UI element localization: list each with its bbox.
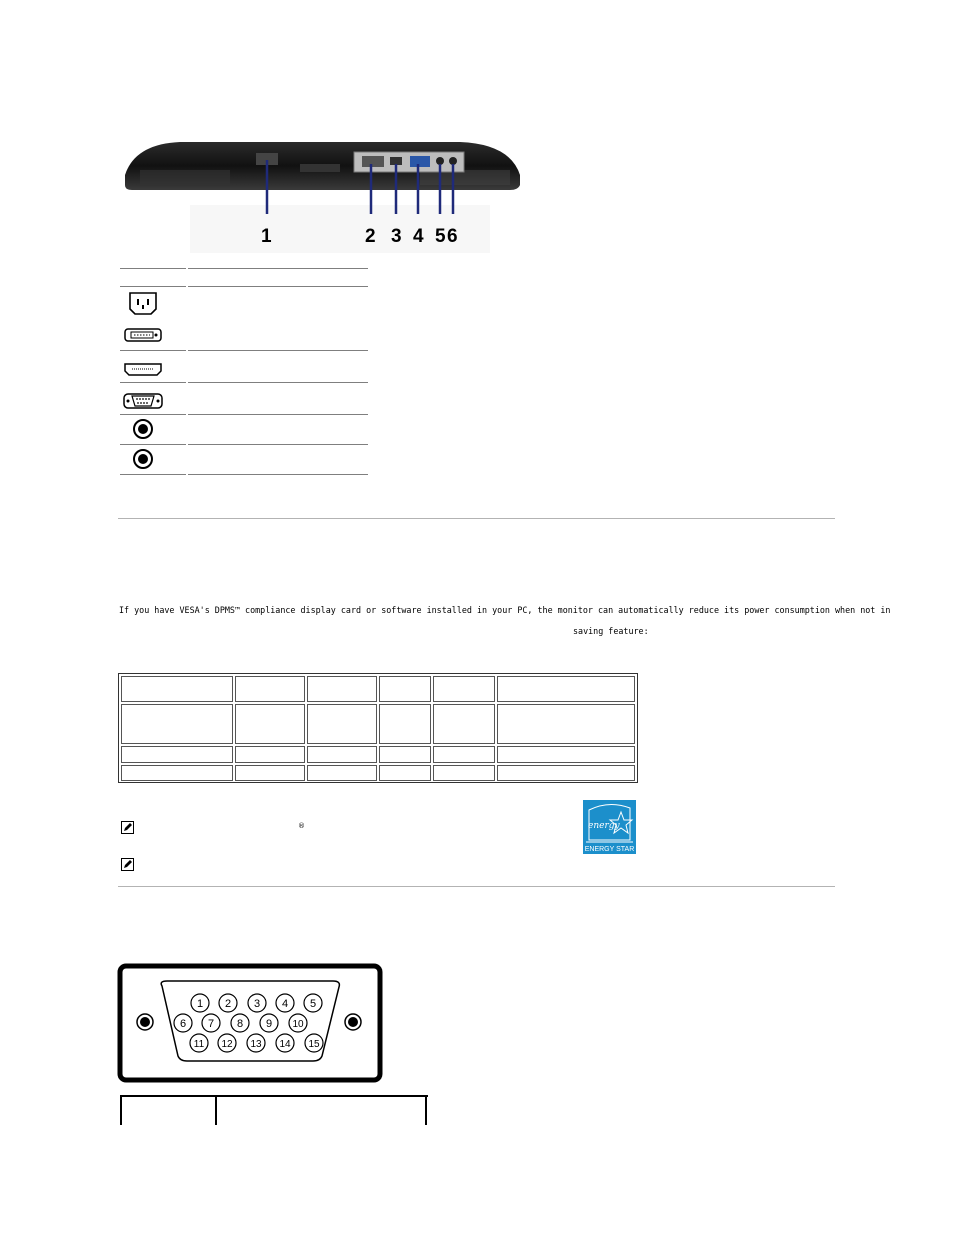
note-pencil-icon: [121, 821, 134, 834]
table-rule: [188, 444, 368, 445]
energy-star-logo: [583, 800, 636, 854]
pin-label: 13: [250, 1039, 262, 1050]
ac-power-connector-icon: [122, 290, 164, 316]
pin-label: 2: [224, 998, 232, 1010]
pin-label: 3: [253, 998, 261, 1010]
pin-label: 4: [281, 998, 289, 1010]
table-rule: [120, 382, 186, 383]
pin-label: 7: [207, 1018, 215, 1030]
table-cell: [121, 676, 233, 702]
table-rule: [120, 414, 186, 415]
section-divider: [118, 518, 835, 519]
table-cell: [121, 746, 233, 763]
table-cell: [497, 746, 635, 763]
pin-label: 11: [193, 1039, 205, 1050]
table-cell: [379, 676, 431, 702]
callout-5: 5: [435, 226, 446, 247]
table-rule: [188, 414, 368, 415]
table-cell: [235, 765, 305, 781]
table-rule: [188, 350, 368, 351]
callout-6: 6: [447, 226, 458, 247]
pin-label: 14: [279, 1039, 291, 1050]
audio-jack-icon: [122, 446, 164, 472]
power-modes-table: [118, 673, 638, 783]
vga-connector-icon: [122, 388, 164, 414]
table-cell: [235, 746, 305, 763]
callout-3: 3: [391, 226, 402, 247]
dvi-connector-icon: [122, 322, 164, 348]
table-cell: [307, 746, 377, 763]
audio-jack-icon: [122, 416, 164, 442]
table-cell: [497, 765, 635, 781]
pin-label: 15: [308, 1039, 320, 1050]
table-cell: [433, 765, 495, 781]
pin-assignment-table: [120, 1095, 428, 1125]
section-divider: [118, 886, 835, 887]
table-cell: [307, 765, 377, 781]
callout-4: 4: [413, 226, 424, 247]
table-cell: [235, 676, 305, 702]
table-rule: [188, 286, 368, 287]
table-cell: [433, 746, 495, 763]
table-rule: [188, 268, 368, 269]
table-cell: [379, 704, 431, 744]
table-rule: [120, 444, 186, 445]
table-cell: [497, 704, 635, 744]
energy-star-text: ENERGY STAR: [584, 846, 635, 853]
note-pencil-icon: [121, 858, 134, 871]
pin-label: 8: [236, 1018, 244, 1030]
table-cell: [433, 704, 495, 744]
table-rule: [120, 268, 186, 269]
table-rule: [120, 474, 186, 475]
pin-label: 12: [221, 1039, 233, 1050]
monitor-bottom-view: [120, 130, 524, 255]
table-rule: [188, 474, 368, 475]
table-cell: [379, 765, 431, 781]
table-rule: [188, 382, 368, 383]
table-rule: [120, 350, 186, 351]
power-management-intro-cont: saving feature:: [573, 626, 649, 636]
vga-pin-diagram: [117, 963, 383, 1083]
table-cell: [433, 676, 495, 702]
callout-2: 2: [365, 226, 376, 247]
energy-script-text: energy: [588, 821, 620, 831]
table-cell: [379, 746, 431, 763]
table-cell: [307, 704, 377, 744]
pin-label: 10: [292, 1019, 304, 1030]
table-rule: [120, 286, 186, 287]
pin-label: 6: [179, 1018, 187, 1030]
pin-label: 5: [309, 998, 317, 1010]
pin-label: 1: [196, 998, 204, 1010]
pin-label: 9: [265, 1018, 273, 1030]
table-cell: [235, 704, 305, 744]
table-cell: [307, 676, 377, 702]
registered-mark: ®: [298, 822, 305, 830]
table-cell: [121, 704, 233, 744]
table-cell: [497, 676, 635, 702]
table-cell: [121, 765, 233, 781]
callout-1: 1: [261, 226, 272, 247]
power-management-intro: If you have VESA's DPMS™ compliance display card or software installed in your PC, the monitor can automatically reduce its power consumption when not in: [119, 605, 891, 615]
hdmi-connector-icon: [122, 356, 164, 382]
